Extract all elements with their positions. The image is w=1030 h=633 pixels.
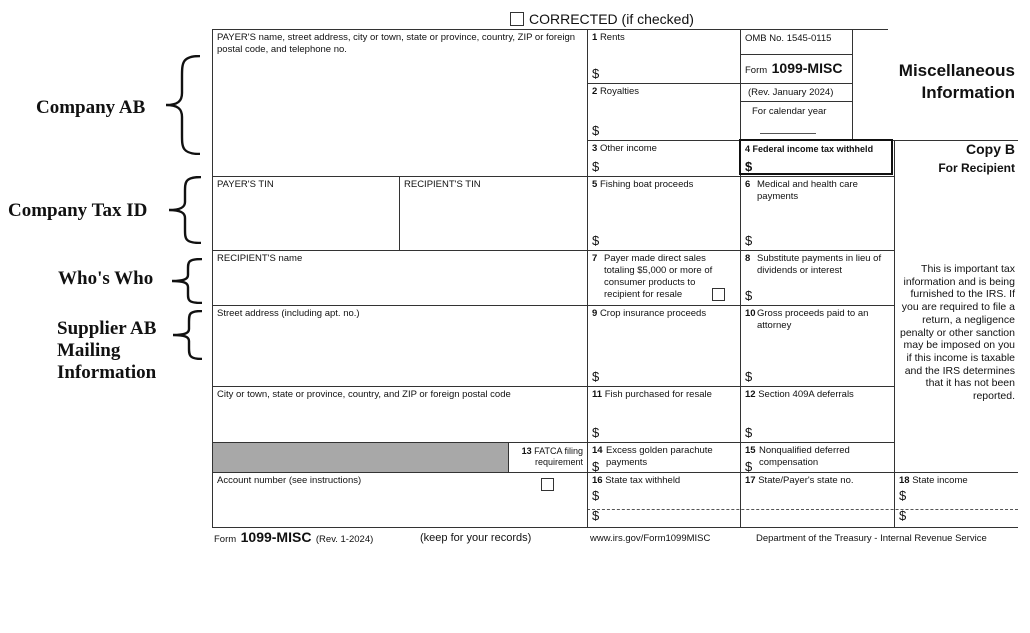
box6-dollar: $: [745, 233, 753, 248]
box5-dollar: $: [592, 233, 600, 248]
payer-tin-label: PAYER'S TIN: [217, 179, 274, 190]
form-name: 1099-MISC: [771, 60, 843, 76]
box10-label: Gross proceeds paid to an attorney: [757, 308, 869, 331]
box3-other-income[interactable]: [587, 140, 740, 176]
recipient-name-label: RECIPIENT'S name: [217, 253, 303, 264]
box15-label: Nonqualified deferred compensation: [759, 445, 850, 468]
brace-company-tax-id: [161, 176, 206, 244]
box11-fish-purchased[interactable]: [587, 386, 740, 442]
box9-dollar: $: [592, 369, 600, 384]
fatca-label: FATCA filing requirement: [534, 446, 583, 467]
box17-state-payer-no[interactable]: [740, 472, 894, 527]
annotation-supplier-line1: Supplier AB: [57, 318, 157, 339]
brace-supplier: [168, 310, 206, 360]
box18-dollar-1: $: [899, 488, 907, 503]
box8-number: 8: [745, 253, 751, 264]
box1-label: Rents: [599, 32, 625, 43]
brace-whos-who: [166, 258, 206, 304]
line-year: [760, 133, 816, 134]
box14-number: 14: [592, 445, 603, 456]
box8-substitute-payments[interactable]: [740, 250, 894, 305]
form-id: [745, 60, 842, 78]
city-label: City or town, state or province, country, and ZIP or foreign postal code: [217, 389, 511, 400]
box10-attorney[interactable]: [740, 305, 894, 386]
fatca-number: 13: [521, 446, 532, 456]
box5-fishing-boat[interactable]: [587, 176, 740, 250]
annotation-company-tax-id: Company Tax ID: [8, 200, 148, 221]
footer-form-prefix: Form: [214, 534, 237, 545]
box9-number: 9: [592, 308, 598, 319]
box1-rents[interactable]: [587, 29, 740, 83]
corrected-label: CORRECTED (if checked): [529, 11, 694, 27]
footer-keep-records: (keep for your records): [420, 532, 532, 544]
box5-label: Fishing boat proceeds: [599, 179, 694, 190]
box4-label: Federal income tax withheld: [752, 144, 874, 154]
footer-department: Department of the Treasury - Internal Revenue Service: [756, 533, 987, 544]
box12-number: 12: [745, 389, 756, 400]
box17-label: State/Payer's state no.: [758, 475, 854, 486]
box10-dollar: $: [745, 369, 753, 384]
footer-form-id: [214, 529, 373, 547]
box3-number: 3: [592, 143, 598, 154]
payer-name-label: PAYER'S name, street address, city or town, state or province, country, ZIP or foreign postal code, and telephone no.: [217, 32, 576, 55]
box4-federal-tax[interactable]: [740, 140, 894, 176]
box14-label: Excess golden parachute payments: [606, 445, 713, 468]
box3-label: Other income: [599, 143, 657, 154]
box15-dollar: $: [745, 459, 753, 474]
line-col-header: [852, 29, 853, 140]
line-omb-bottom: [740, 54, 852, 55]
box17-number: 17: [745, 475, 756, 486]
line-form-bottom: [740, 83, 852, 84]
form-bottom-border: [212, 527, 1018, 528]
box16-label: State tax withheld: [605, 475, 681, 486]
form-prefix: Form: [745, 65, 768, 76]
box11-label: Fish purchased for resale: [604, 389, 712, 400]
box2-number: 2: [592, 86, 598, 97]
form-revision: (Rev. January 2024): [748, 87, 834, 98]
box14-dollar: $: [592, 459, 600, 474]
box16-dollar-1: $: [592, 488, 600, 503]
copy-title: Copy B: [966, 141, 1015, 157]
city-field[interactable]: [212, 386, 587, 442]
box7-number: 7: [592, 253, 598, 264]
copy-subtitle: For Recipient: [938, 161, 1015, 175]
box18-state-income[interactable]: [894, 472, 1018, 527]
box5-number: 5: [592, 179, 598, 190]
box6-medical[interactable]: [740, 176, 894, 250]
box7-checkbox[interactable]: [712, 288, 725, 301]
title-line2: Information: [921, 83, 1015, 102]
copy-notice: This is important tax information and is being furnished to the IRS. If you are required to file a return, a negligence penalty or other sanction may be imposed on you if this income is taxable and the IRS determines that it has not been reported.: [900, 263, 1015, 403]
recipient-tin-field[interactable]: [399, 176, 587, 250]
box11-dollar: $: [592, 425, 600, 440]
box12-dollar: $: [745, 425, 753, 440]
street-address-field[interactable]: [212, 305, 587, 386]
footer-url[interactable]: www.irs.gov/Form1099MISC: [590, 533, 711, 544]
payer-name-field[interactable]: [212, 29, 587, 176]
calendar-year-label: For calendar year: [752, 106, 827, 117]
box4-number: 4: [745, 144, 751, 154]
line-rev-bottom: [740, 101, 852, 102]
box18-label: State income: [912, 475, 968, 486]
box14-golden-parachute[interactable]: [587, 442, 740, 472]
box18-number: 18: [899, 475, 910, 486]
box9-crop-insurance[interactable]: [587, 305, 740, 386]
street-address-label: Street address (including apt. no.): [217, 308, 360, 319]
box1-dollar: $: [592, 66, 600, 81]
box9-label: Crop insurance proceeds: [599, 308, 707, 319]
box16-dollar-2: $: [592, 508, 600, 523]
omb-number: OMB No. 1545-0115: [745, 33, 832, 44]
box11-number: 11: [592, 389, 603, 400]
title-line1: Miscellaneous: [898, 61, 1015, 80]
line-col4: [894, 140, 895, 527]
account-number-field[interactable]: [212, 472, 587, 527]
box15-number: 15: [745, 445, 756, 456]
corrected-checkbox[interactable]: [510, 12, 524, 26]
account-number-label: Account number (see instructions): [217, 475, 362, 486]
payer-tin-field[interactable]: [212, 176, 399, 250]
box2-dollar: $: [592, 123, 600, 138]
shaded-area: [213, 443, 508, 472]
annotation-whos-who: Who's Who: [58, 268, 154, 289]
fatca-field: [508, 442, 587, 472]
box12-label: Section 409A deferrals: [758, 389, 854, 400]
box15-nonqualified[interactable]: [740, 442, 894, 472]
box3-dollar: $: [592, 159, 600, 174]
box8-dollar: $: [745, 288, 753, 303]
recipient-tin-label: RECIPIENT'S TIN: [404, 179, 481, 190]
box2-label: Royalties: [599, 86, 640, 97]
box6-label: Medical and health care payments: [757, 179, 858, 202]
box18-dollar-2: $: [899, 508, 907, 523]
brace-company-ab: [156, 55, 206, 155]
fatca-label-wrap: [511, 446, 583, 468]
annotation-supplier-line2: Mailing: [57, 340, 121, 361]
box7-label: Payer made direct sales totaling $5,000 or more of consumer products to recipient for resale: [604, 253, 713, 300]
form-title: [860, 60, 1015, 104]
box12-409a[interactable]: [740, 386, 894, 442]
box8-label: Substitute payments in lieu of dividends or interest: [757, 253, 882, 276]
recipient-name-field[interactable]: [212, 250, 587, 305]
box16-number: 16: [592, 475, 603, 486]
footer-form-name: 1099-MISC: [240, 529, 312, 545]
annotation-company-ab: Company AB: [36, 97, 146, 118]
box6-number: 6: [745, 179, 751, 190]
box10-number: 10: [745, 308, 756, 319]
box4-dollar: $: [745, 159, 753, 174]
footer-revision: (Rev. 1-2024): [315, 534, 374, 545]
box16-state-tax[interactable]: [587, 472, 740, 527]
annotation-supplier-line3: Information: [57, 362, 157, 383]
box1-number: 1: [592, 32, 598, 43]
box2-royalties[interactable]: [587, 83, 740, 140]
